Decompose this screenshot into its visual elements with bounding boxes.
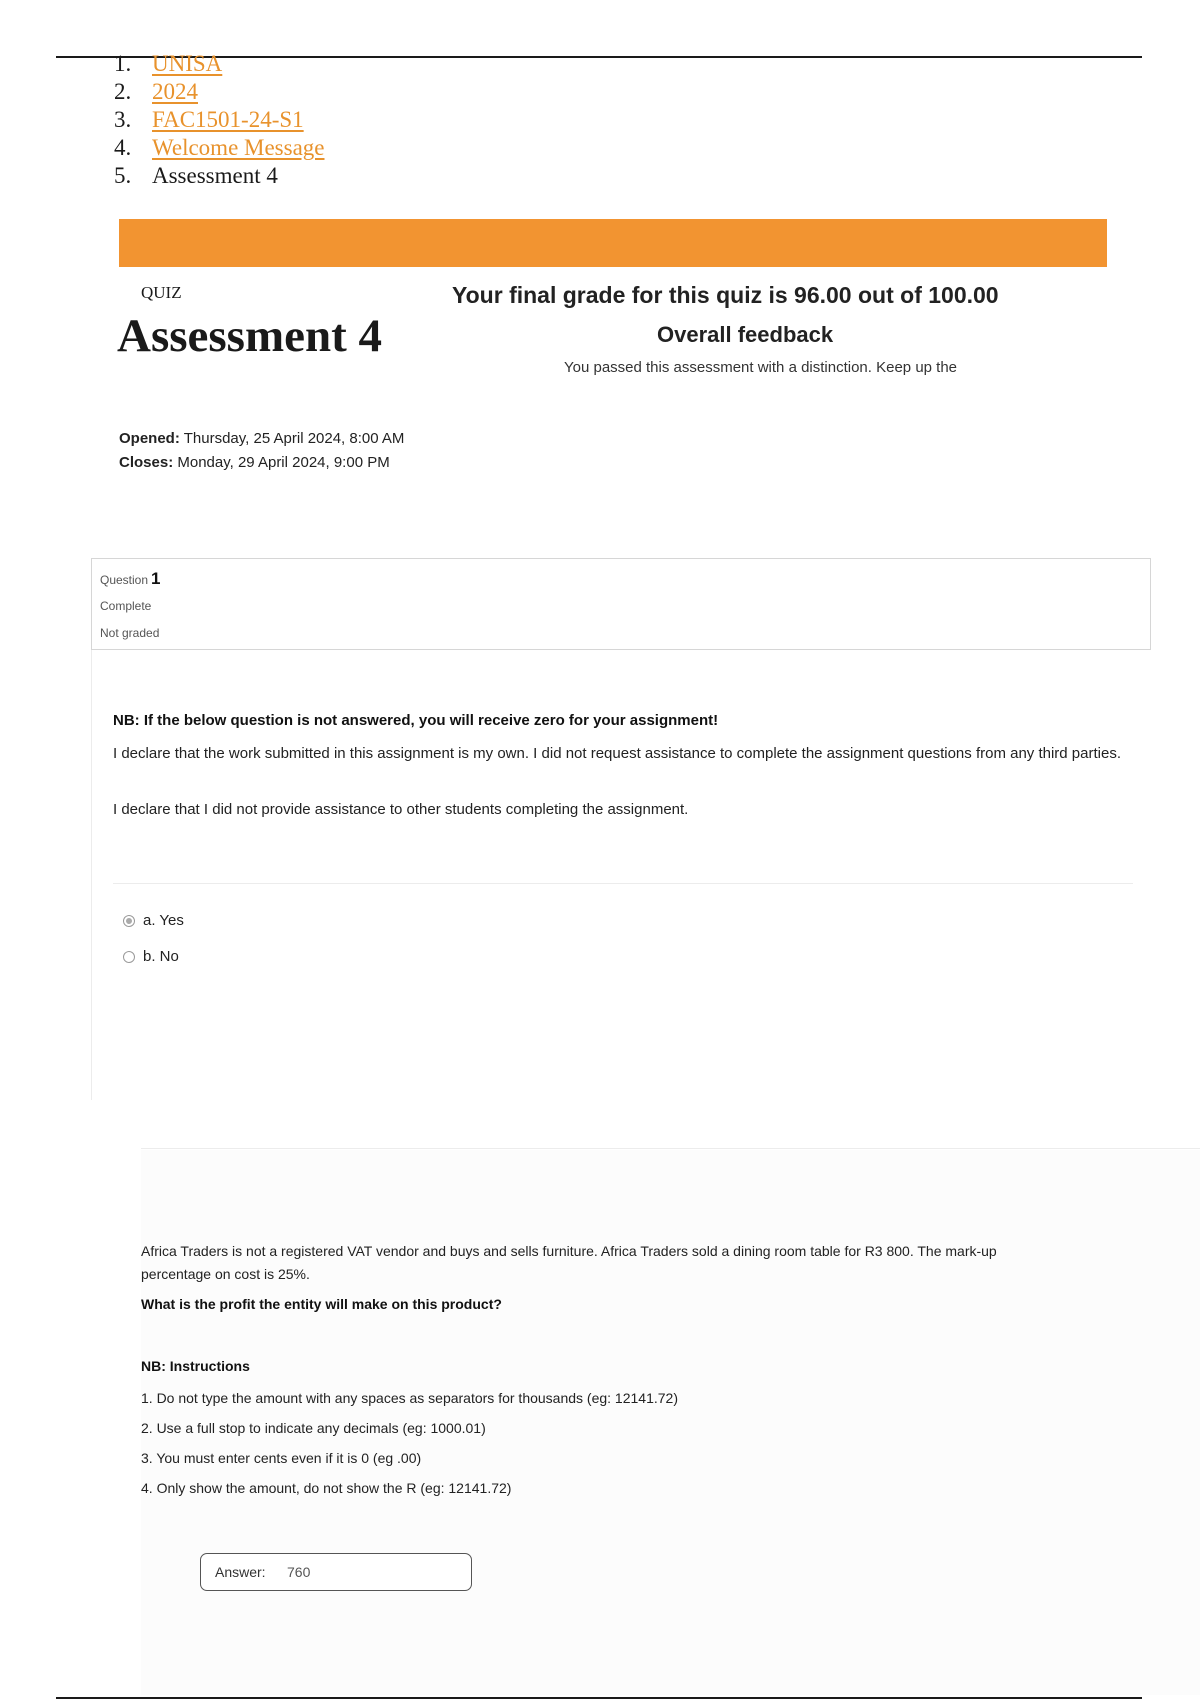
breadcrumb-link-course[interactable]: FAC1501-24-S1: [152, 107, 304, 132]
bottom-rule: [56, 1697, 1142, 1699]
breadcrumb-number: 1.: [114, 51, 132, 76]
breadcrumb-number: 2.: [114, 79, 132, 104]
opened-value: Thursday, 25 April 2024, 8:00 AM: [179, 430, 405, 447]
question-word: Question: [100, 573, 149, 587]
course-banner: [119, 219, 1107, 267]
question-divider: [113, 883, 1133, 884]
quiz-dates: [119, 427, 404, 475]
option-no[interactable]: [123, 948, 179, 965]
breadcrumb-item-current: [110, 162, 325, 190]
overall-feedback-text: You passed this assessment with a distinction. Keep up the: [564, 359, 958, 376]
instruction-item: 1. Do not type the amount with any spaces as separators for thousands (eg: 12141.72): [141, 1390, 678, 1406]
breadcrumb-current-page: Assessment 4: [152, 163, 278, 188]
answer-value[interactable]: 760: [287, 1564, 311, 1580]
answer-label: Answer:: [215, 1564, 266, 1580]
question-number-value: 1: [151, 569, 161, 588]
option-yes[interactable]: [123, 912, 184, 929]
breadcrumb: [110, 50, 325, 190]
question-grade-state: Not graded: [100, 626, 160, 640]
breadcrumb-link-unisa[interactable]: UNISA: [152, 51, 223, 76]
overall-feedback-heading: Overall feedback: [657, 322, 834, 347]
radio-unchecked-icon[interactable]: [123, 951, 135, 963]
page-title: Assessment 4: [117, 310, 383, 362]
instructions-list: [141, 1388, 678, 1508]
instruction-item: 3. You must enter cents even if it is 0 (eg .00): [141, 1450, 422, 1466]
instruction-item: 2. Use a full stop to indicate any decimals (eg: 1000.01): [141, 1420, 486, 1436]
question-2-prompt: What is the profit the entity will make on this product?: [141, 1296, 502, 1312]
question-1-warning: NB: If the below question is not answered, you will receive zero for your assignment!: [113, 712, 719, 729]
closes-value: Monday, 29 April 2024, 9:00 PM: [173, 454, 390, 471]
breadcrumb-link-welcome-message[interactable]: Welcome Message: [152, 135, 325, 160]
breadcrumb-link-2024[interactable]: 2024: [152, 79, 198, 104]
question-2-scenario: Africa Traders is not a registered VAT vendor and buys and sells furniture. Africa Traders sold a dining room table for R3 800. The mark-up percentage on cost is 25%.: [141, 1243, 997, 1282]
opened-date: [119, 427, 404, 451]
closes-label: Closes:: [119, 454, 174, 471]
breadcrumb-item-2024: [110, 78, 325, 106]
opened-label: Opened:: [119, 430, 180, 447]
instructions-heading: NB: Instructions: [141, 1358, 250, 1374]
option-yes-label: a. Yes: [143, 912, 184, 929]
final-grade: Your final grade for this quiz is 96.00 out of 100.00: [452, 282, 999, 308]
radio-checked-icon[interactable]: [123, 915, 135, 927]
question-1-info: [91, 558, 1151, 650]
answer-field[interactable]: [200, 1553, 472, 1591]
question-state: Complete: [100, 599, 152, 613]
breadcrumb-number: 4.: [114, 135, 132, 160]
instruction-item: 4. Only show the amount, do not show the R (eg: 12141.72): [141, 1480, 512, 1496]
closes-date: [119, 451, 404, 475]
breadcrumb-number: 3.: [114, 107, 132, 132]
breadcrumb-number: 5.: [114, 163, 132, 188]
breadcrumb-item-course: [110, 106, 325, 134]
breadcrumb-item-welcome: [110, 134, 325, 162]
question-number: [100, 569, 161, 589]
section-divider: [141, 1148, 1200, 1149]
breadcrumb-item-unisa: [110, 50, 325, 78]
quiz-type-label: QUIZ: [141, 283, 182, 302]
declaration-own-work: I declare that the work submitted in this assignment is my own. I did not request assistance to complete the assignment questions from any third parties.: [113, 745, 1121, 762]
option-no-label: b. No: [143, 948, 179, 965]
declaration-no-assistance: I declare that I did not provide assistance to other students completing the assignment.: [113, 801, 689, 818]
